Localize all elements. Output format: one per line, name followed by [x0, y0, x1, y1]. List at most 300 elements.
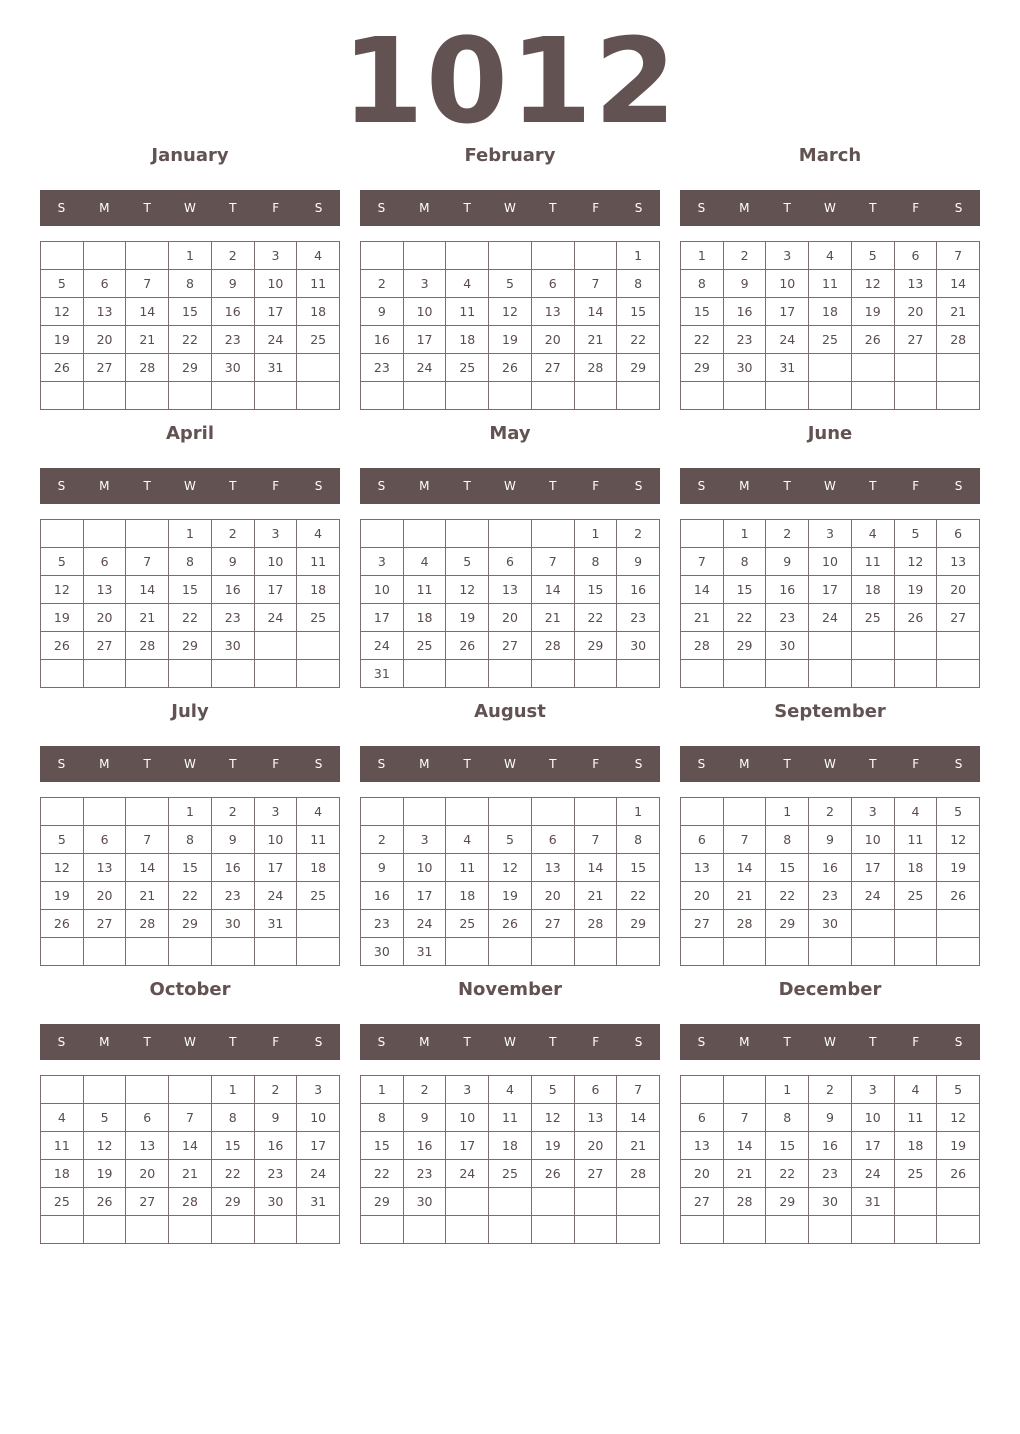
- weekday-label: S: [57, 479, 66, 493]
- day-cell: 31: [404, 938, 447, 966]
- day-cell: 2: [361, 826, 404, 854]
- day-cell: 1: [766, 798, 809, 826]
- weekday-header: [360, 746, 660, 782]
- empty-day-cell: [532, 382, 575, 410]
- empty-day-cell: [681, 798, 724, 826]
- empty-day-cell: [41, 938, 84, 966]
- month-march: [680, 144, 980, 410]
- day-cell: 27: [681, 1188, 724, 1216]
- empty-day-cell: [937, 382, 980, 410]
- weekday-label: S: [377, 479, 386, 493]
- empty-day-cell: [404, 520, 447, 548]
- empty-day-cell: [446, 660, 489, 688]
- day-cell: 26: [84, 1188, 127, 1216]
- day-cell: 9: [361, 854, 404, 882]
- weekday-label: M: [739, 479, 750, 493]
- month-name: April: [165, 423, 215, 444]
- day-cell: 28: [126, 354, 169, 382]
- day-cell: 27: [84, 910, 127, 938]
- day-cell: 31: [361, 660, 404, 688]
- day-cell: 1: [169, 242, 212, 270]
- empty-day-cell: [532, 242, 575, 270]
- day-cell: 2: [212, 798, 255, 826]
- day-cell: 26: [489, 354, 532, 382]
- empty-day-cell: [446, 1188, 489, 1216]
- empty-day-cell: [255, 382, 298, 410]
- empty-day-cell: [255, 938, 298, 966]
- weekday-label: T: [869, 757, 877, 771]
- weekday-label: S: [634, 1035, 643, 1049]
- day-cell: 2: [617, 520, 660, 548]
- empty-day-cell: [41, 1216, 84, 1244]
- weekday-label: M: [99, 479, 110, 493]
- empty-day-cell: [446, 798, 489, 826]
- day-cell: 11: [297, 826, 340, 854]
- day-cell: 5: [937, 798, 980, 826]
- day-cell: 22: [361, 1160, 404, 1188]
- empty-day-cell: [297, 910, 340, 938]
- weekday-label: F: [592, 1035, 600, 1049]
- day-cell: 11: [809, 270, 852, 298]
- day-cell: 4: [809, 242, 852, 270]
- empty-day-cell: [617, 382, 660, 410]
- empty-day-cell: [724, 1076, 767, 1104]
- weekday-label: S: [377, 1035, 386, 1049]
- day-cell: 9: [809, 826, 852, 854]
- day-cell: 9: [404, 1104, 447, 1132]
- weekday-label: S: [57, 1035, 66, 1049]
- day-cell: 29: [361, 1188, 404, 1216]
- day-cell: 1: [617, 242, 660, 270]
- day-cell: 24: [852, 1160, 895, 1188]
- day-cell: 31: [852, 1188, 895, 1216]
- weekday-header: [360, 190, 660, 226]
- weekday-label: T: [869, 1035, 877, 1049]
- day-cell: 25: [852, 604, 895, 632]
- day-cell: 18: [404, 604, 447, 632]
- day-cell: 23: [809, 1160, 852, 1188]
- day-cell: 27: [532, 354, 575, 382]
- day-cell: 8: [169, 270, 212, 298]
- weekday-label: S: [954, 201, 963, 215]
- empty-day-cell: [41, 1076, 84, 1104]
- day-cell: 26: [41, 354, 84, 382]
- day-cell: 13: [84, 576, 127, 604]
- day-cell: 13: [575, 1104, 618, 1132]
- day-cell: 27: [84, 354, 127, 382]
- day-cell: 11: [404, 576, 447, 604]
- day-cell: 23: [617, 604, 660, 632]
- empty-day-cell: [766, 382, 809, 410]
- day-cell: 3: [404, 826, 447, 854]
- day-cell: 19: [895, 576, 938, 604]
- day-cell: 27: [895, 326, 938, 354]
- day-cell: 28: [126, 910, 169, 938]
- empty-day-cell: [361, 1216, 404, 1244]
- day-cell: 30: [617, 632, 660, 660]
- day-cell: 15: [575, 576, 618, 604]
- day-cell: 7: [724, 1104, 767, 1132]
- weekday-label: M: [99, 1035, 110, 1049]
- day-cell: 14: [937, 270, 980, 298]
- day-cell: 9: [212, 270, 255, 298]
- empty-day-cell: [41, 798, 84, 826]
- day-cell: 2: [809, 798, 852, 826]
- empty-day-cell: [297, 382, 340, 410]
- empty-day-cell: [169, 938, 212, 966]
- day-cell: 17: [255, 576, 298, 604]
- day-grid: [40, 1075, 340, 1244]
- day-cell: 22: [617, 326, 660, 354]
- empty-day-cell: [895, 354, 938, 382]
- day-cell: 20: [489, 604, 532, 632]
- day-cell: 13: [681, 854, 724, 882]
- day-cell: 12: [489, 298, 532, 326]
- day-cell: 22: [617, 882, 660, 910]
- day-cell: 28: [575, 910, 618, 938]
- day-cell: 21: [724, 1160, 767, 1188]
- empty-day-cell: [895, 632, 938, 660]
- month-name: March: [798, 145, 862, 166]
- day-cell: 2: [404, 1076, 447, 1104]
- weekday-header: [40, 1024, 340, 1060]
- weekday-label: W: [504, 1035, 516, 1049]
- day-cell: 14: [724, 1132, 767, 1160]
- day-cell: 28: [617, 1160, 660, 1188]
- day-cell: 18: [446, 326, 489, 354]
- day-cell: 5: [446, 548, 489, 576]
- empty-day-cell: [126, 242, 169, 270]
- day-cell: 30: [212, 632, 255, 660]
- day-cell: 22: [575, 604, 618, 632]
- year-title: 1012: [341, 12, 679, 150]
- empty-day-cell: [126, 382, 169, 410]
- day-cell: 23: [361, 354, 404, 382]
- empty-day-cell: [809, 354, 852, 382]
- day-cell: 14: [169, 1132, 212, 1160]
- day-cell: 24: [255, 604, 298, 632]
- empty-day-cell: [937, 910, 980, 938]
- empty-day-cell: [937, 660, 980, 688]
- weekday-label: T: [143, 479, 151, 493]
- day-cell: 4: [297, 520, 340, 548]
- day-cell: 28: [724, 1188, 767, 1216]
- day-cell: 30: [212, 354, 255, 382]
- day-cell: 2: [255, 1076, 298, 1104]
- day-cell: 22: [169, 882, 212, 910]
- weekday-label: S: [314, 1035, 323, 1049]
- empty-day-cell: [809, 632, 852, 660]
- day-cell: 9: [361, 298, 404, 326]
- empty-day-cell: [617, 938, 660, 966]
- empty-day-cell: [169, 1076, 212, 1104]
- day-cell: 13: [532, 854, 575, 882]
- weekday-label: S: [697, 479, 706, 493]
- month-february: [360, 144, 660, 410]
- day-cell: 22: [169, 326, 212, 354]
- day-cell: 10: [404, 298, 447, 326]
- empty-day-cell: [84, 798, 127, 826]
- empty-day-cell: [126, 520, 169, 548]
- day-cell: 29: [766, 1188, 809, 1216]
- empty-day-cell: [446, 242, 489, 270]
- empty-day-cell: [724, 938, 767, 966]
- day-cell: 3: [297, 1076, 340, 1104]
- day-cell: 28: [126, 632, 169, 660]
- day-cell: 5: [852, 242, 895, 270]
- day-cell: 19: [937, 1132, 980, 1160]
- day-cell: 24: [852, 882, 895, 910]
- day-cell: 16: [212, 576, 255, 604]
- day-cell: 16: [617, 576, 660, 604]
- weekday-header: [680, 746, 980, 782]
- day-cell: 31: [766, 354, 809, 382]
- empty-day-cell: [446, 520, 489, 548]
- day-cell: 16: [212, 298, 255, 326]
- day-cell: 20: [575, 1132, 618, 1160]
- day-cell: 18: [489, 1132, 532, 1160]
- empty-day-cell: [895, 1188, 938, 1216]
- empty-day-cell: [617, 1216, 660, 1244]
- day-cell: 14: [681, 576, 724, 604]
- day-cell: 21: [169, 1160, 212, 1188]
- day-cell: 21: [532, 604, 575, 632]
- day-cell: 10: [446, 1104, 489, 1132]
- empty-day-cell: [724, 1216, 767, 1244]
- day-cell: 20: [532, 882, 575, 910]
- day-cell: 17: [255, 854, 298, 882]
- month-name: September: [774, 701, 886, 722]
- day-cell: 22: [212, 1160, 255, 1188]
- empty-day-cell: [489, 1216, 532, 1244]
- day-cell: 26: [41, 632, 84, 660]
- day-cell: 8: [575, 548, 618, 576]
- day-cell: 23: [212, 882, 255, 910]
- day-cell: 11: [41, 1132, 84, 1160]
- weekday-label: S: [954, 1035, 963, 1049]
- day-cell: 15: [681, 298, 724, 326]
- day-cell: 10: [255, 270, 298, 298]
- weekday-label: T: [549, 479, 557, 493]
- weekday-label: S: [634, 201, 643, 215]
- day-cell: 6: [681, 1104, 724, 1132]
- day-grid: [680, 1075, 980, 1244]
- day-cell: 7: [126, 826, 169, 854]
- weekday-label: T: [229, 479, 237, 493]
- empty-day-cell: [766, 660, 809, 688]
- day-cell: 18: [297, 576, 340, 604]
- day-cell: 6: [895, 242, 938, 270]
- day-cell: 1: [169, 798, 212, 826]
- day-cell: 6: [84, 548, 127, 576]
- weekday-label: S: [634, 479, 643, 493]
- weekday-label: W: [824, 201, 836, 215]
- empty-day-cell: [489, 242, 532, 270]
- day-cell: 19: [41, 326, 84, 354]
- empty-day-cell: [361, 798, 404, 826]
- day-cell: 7: [532, 548, 575, 576]
- day-cell: 7: [126, 548, 169, 576]
- month-april: [40, 422, 340, 688]
- empty-day-cell: [84, 660, 127, 688]
- day-cell: 4: [446, 826, 489, 854]
- empty-day-cell: [489, 382, 532, 410]
- empty-day-cell: [809, 382, 852, 410]
- empty-day-cell: [126, 938, 169, 966]
- day-cell: 1: [617, 798, 660, 826]
- day-cell: 17: [446, 1132, 489, 1160]
- day-cell: 19: [489, 326, 532, 354]
- empty-day-cell: [169, 660, 212, 688]
- weekday-label: S: [57, 201, 66, 215]
- weekday-label: T: [549, 757, 557, 771]
- day-cell: 17: [255, 298, 298, 326]
- day-cell: 26: [41, 910, 84, 938]
- day-cell: 26: [489, 910, 532, 938]
- day-grid: [680, 241, 980, 410]
- weekday-header: [40, 468, 340, 504]
- day-cell: 10: [255, 548, 298, 576]
- day-cell: 13: [532, 298, 575, 326]
- weekday-label: S: [314, 757, 323, 771]
- month-may: [360, 422, 660, 688]
- day-cell: 4: [404, 548, 447, 576]
- day-cell: 18: [895, 854, 938, 882]
- day-cell: 9: [724, 270, 767, 298]
- weekday-label: M: [99, 757, 110, 771]
- month-name: November: [457, 979, 563, 1000]
- day-cell: 6: [126, 1104, 169, 1132]
- day-cell: 21: [126, 604, 169, 632]
- day-cell: 8: [724, 548, 767, 576]
- weekday-label: W: [184, 479, 196, 493]
- day-cell: 16: [809, 1132, 852, 1160]
- empty-day-cell: [895, 910, 938, 938]
- day-cell: 27: [126, 1188, 169, 1216]
- empty-day-cell: [404, 242, 447, 270]
- day-cell: 13: [84, 854, 127, 882]
- day-cell: 9: [766, 548, 809, 576]
- day-cell: 18: [852, 576, 895, 604]
- day-cell: 3: [852, 798, 895, 826]
- day-cell: 23: [766, 604, 809, 632]
- day-cell: 13: [84, 298, 127, 326]
- day-cell: 23: [212, 604, 255, 632]
- day-cell: 29: [724, 632, 767, 660]
- day-cell: 11: [297, 548, 340, 576]
- day-cell: 9: [212, 548, 255, 576]
- day-cell: 8: [617, 270, 660, 298]
- day-cell: 7: [681, 548, 724, 576]
- month-january: [40, 144, 340, 410]
- day-cell: 5: [41, 270, 84, 298]
- day-cell: 2: [212, 520, 255, 548]
- weekday-header: [40, 190, 340, 226]
- day-cell: 15: [169, 298, 212, 326]
- empty-day-cell: [446, 938, 489, 966]
- weekday-label: S: [634, 757, 643, 771]
- month-name: December: [778, 979, 882, 1000]
- day-cell: 23: [809, 882, 852, 910]
- day-cell: 5: [895, 520, 938, 548]
- weekday-label: S: [697, 201, 706, 215]
- weekday-label: W: [824, 757, 836, 771]
- weekday-label: F: [592, 201, 600, 215]
- day-cell: 16: [766, 576, 809, 604]
- day-cell: 5: [489, 270, 532, 298]
- empty-day-cell: [84, 382, 127, 410]
- day-cell: 21: [937, 298, 980, 326]
- day-cell: 29: [169, 910, 212, 938]
- weekday-label: M: [99, 201, 110, 215]
- empty-day-cell: [852, 910, 895, 938]
- empty-day-cell: [255, 660, 298, 688]
- day-cell: 12: [41, 298, 84, 326]
- weekday-label: T: [549, 1035, 557, 1049]
- day-cell: 30: [404, 1188, 447, 1216]
- empty-day-cell: [724, 798, 767, 826]
- day-grid: [680, 519, 980, 688]
- day-cell: 7: [937, 242, 980, 270]
- day-cell: 25: [446, 910, 489, 938]
- day-cell: 8: [681, 270, 724, 298]
- day-cell: 10: [809, 548, 852, 576]
- empty-day-cell: [724, 660, 767, 688]
- day-cell: 5: [41, 826, 84, 854]
- empty-day-cell: [212, 382, 255, 410]
- empty-day-cell: [297, 354, 340, 382]
- day-cell: 11: [446, 298, 489, 326]
- day-cell: 27: [532, 910, 575, 938]
- day-cell: 8: [212, 1104, 255, 1132]
- empty-day-cell: [361, 242, 404, 270]
- day-cell: 25: [446, 354, 489, 382]
- day-cell: 23: [724, 326, 767, 354]
- month-june: [680, 422, 980, 688]
- day-cell: 11: [895, 826, 938, 854]
- day-cell: 10: [361, 576, 404, 604]
- day-cell: 27: [681, 910, 724, 938]
- day-cell: 14: [126, 854, 169, 882]
- empty-day-cell: [489, 520, 532, 548]
- day-cell: 9: [617, 548, 660, 576]
- empty-day-cell: [169, 1216, 212, 1244]
- day-grid: [40, 519, 340, 688]
- weekday-header: [680, 1024, 980, 1060]
- day-cell: 14: [575, 854, 618, 882]
- empty-day-cell: [852, 354, 895, 382]
- day-cell: 28: [724, 910, 767, 938]
- empty-day-cell: [41, 660, 84, 688]
- empty-day-cell: [126, 660, 169, 688]
- day-cell: 12: [41, 854, 84, 882]
- empty-day-cell: [404, 382, 447, 410]
- empty-day-cell: [361, 382, 404, 410]
- month-name: June: [807, 423, 853, 444]
- empty-day-cell: [126, 1076, 169, 1104]
- empty-day-cell: [681, 1216, 724, 1244]
- weekday-label: W: [184, 201, 196, 215]
- weekday-label: T: [229, 201, 237, 215]
- empty-day-cell: [297, 660, 340, 688]
- day-cell: 16: [724, 298, 767, 326]
- day-cell: 14: [126, 298, 169, 326]
- weekday-header: [680, 190, 980, 226]
- day-cell: 4: [446, 270, 489, 298]
- day-cell: 18: [297, 298, 340, 326]
- day-cell: 13: [126, 1132, 169, 1160]
- day-cell: 22: [681, 326, 724, 354]
